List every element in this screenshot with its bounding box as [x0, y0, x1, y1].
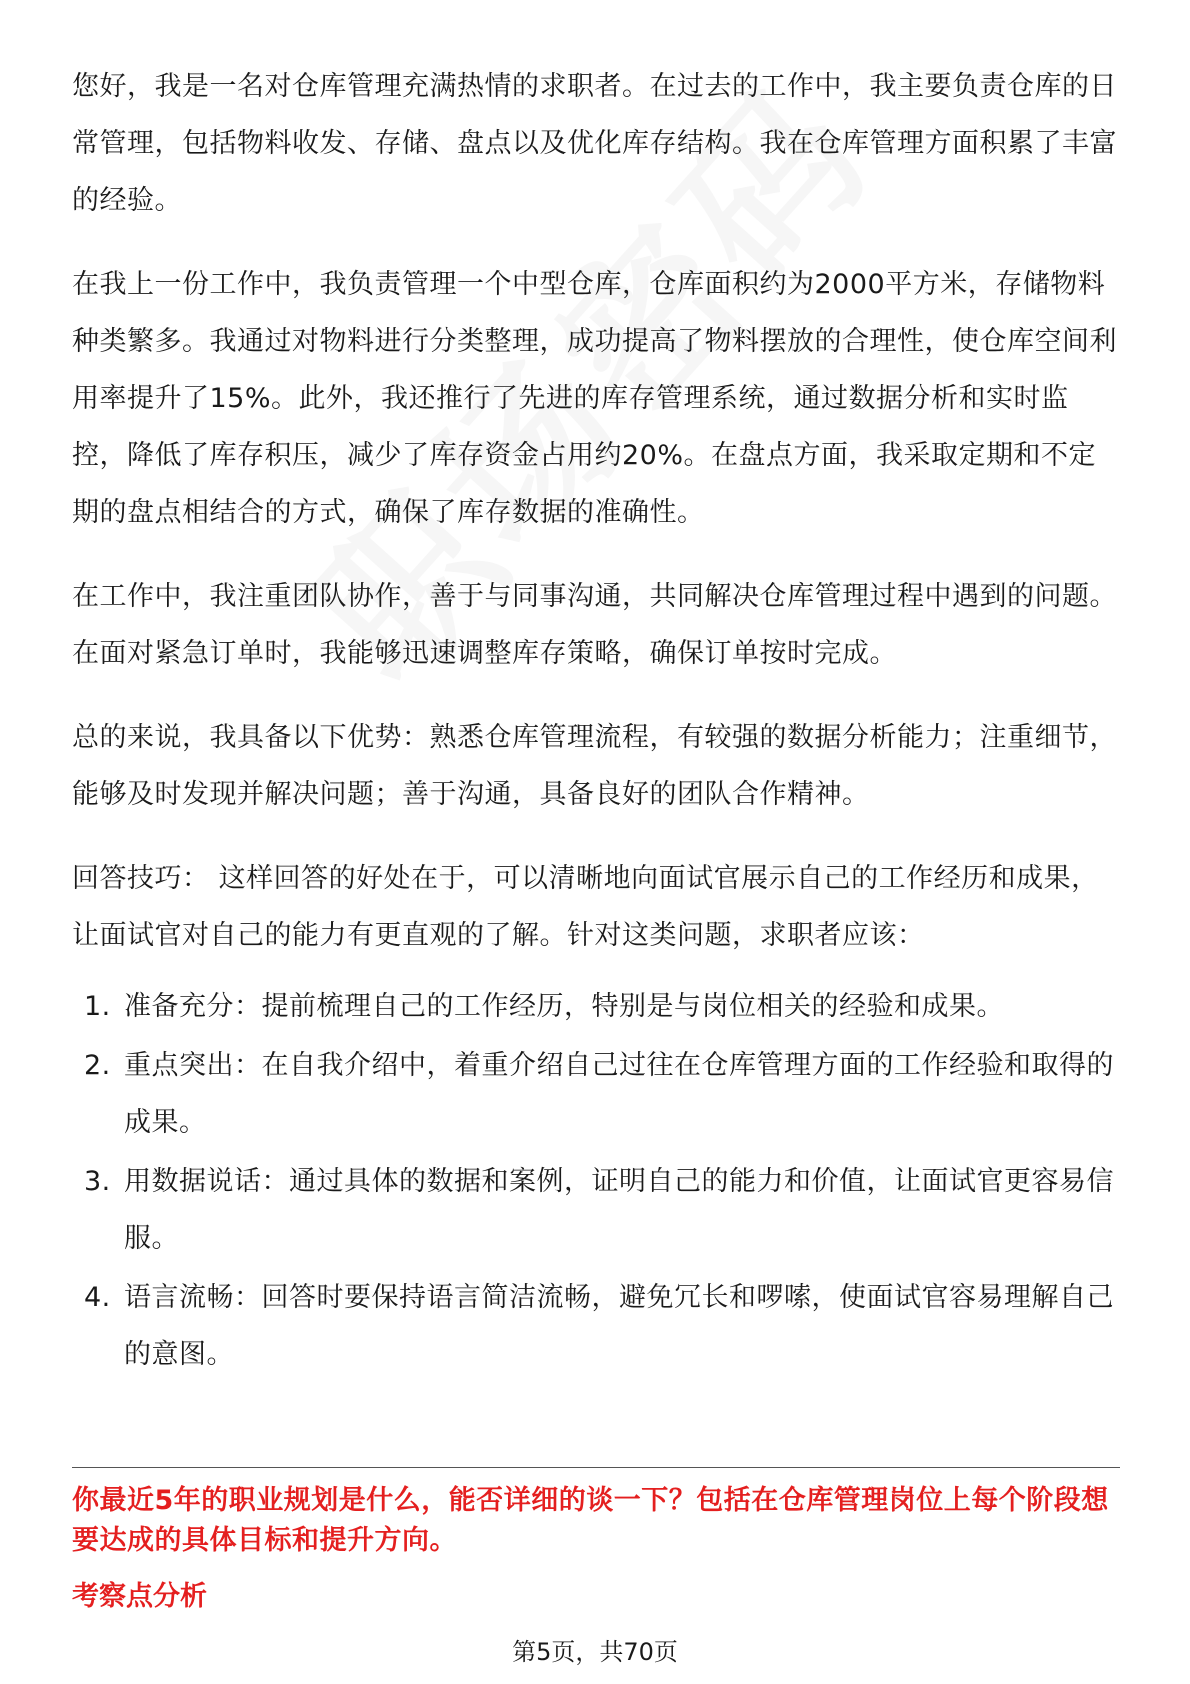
list-item [72, 1037, 1120, 1151]
page-number-footer: 第5页，共70页 [512, 1638, 678, 1666]
paragraph-summary: 总的来说，我具备以下优势：熟悉仓库管理流程，有较强的数据分析能力；注重细节，能够及时发现并解决问题；善于沟通，具备良好的团队合作精神。 [72, 722, 1117, 810]
paragraph-answer-tips: 回答技巧： 这样回答的好处在于，可以清晰地向面试官展示自己的工作经历和成果，让面试官对自己的能力有更直观的了解。针对这类问题，求职者应该： [72, 863, 1099, 951]
question-heading: 你最近5年的职业规划是什么，能否详细的谈一下？包括在仓库管理岗位上每个阶段想要达成的具体目标和提升方向。 [72, 1485, 1109, 1556]
paragraph-teamwork: 在工作中，我注重团队协作，善于与同事沟通，共同解决仓库管理过程中遇到的问题。在面对紧急订单时，我能够迅速调整库存策略，确保订单按时完成。 [72, 581, 1117, 669]
list-item [72, 1269, 1120, 1383]
list-item [72, 978, 1120, 1035]
analysis-subheading: 考察点分析 [72, 1581, 207, 1612]
list-number: 1. [84, 991, 111, 1022]
section-divider [72, 1467, 1120, 1468]
list-number: 3. [84, 1166, 111, 1197]
tips-list [72, 978, 1120, 1383]
paragraph-intro: 您好，我是一名对仓库管理充满热情的求职者。在过去的工作中，我主要负责仓库的日常管理，包括物料收发、存储、盘点以及优化库存结构。我在仓库管理方面积累了丰富的经验。 [72, 71, 1117, 216]
list-item-text: 用数据说话：通过具体的数据和案例，证明自己的能力和价值，让面试官更容易信服。 [124, 1166, 1114, 1254]
list-item [72, 1153, 1120, 1267]
list-item-text: 准备充分：提前梳理自己的工作经历，特别是与岗位相关的经验和成果。 [124, 991, 1004, 1022]
document-body [72, 58, 1120, 1385]
list-item-text: 重点突出：在自我介绍中，着重介绍自己过往在仓库管理方面的工作经验和取得的成果。 [124, 1050, 1114, 1138]
paragraph-experience: 在我上一份工作中，我负责管理一个中型仓库，仓库面积约为2000平方米，存储物料种类繁多。我通过对物料进行分类整理，成功提高了物料摆放的合理性，使仓库空间利用率提升了15%。此外，我还推行了先进的库存管理系统，通过数据分析和实时监控，降低了库存积压，减少了库存资金占用约20%。在盘点方面，我采取定期和不定期的盘点相结合的方式，确保了库存数据的准确性。 [72, 269, 1117, 528]
list-number: 4. [84, 1282, 111, 1313]
list-item-text: 语言流畅：回答时要保持语言简洁流畅，避免冗长和啰嗦，使面试官容易理解自己的意图。 [124, 1282, 1114, 1370]
list-number: 2. [84, 1050, 111, 1081]
